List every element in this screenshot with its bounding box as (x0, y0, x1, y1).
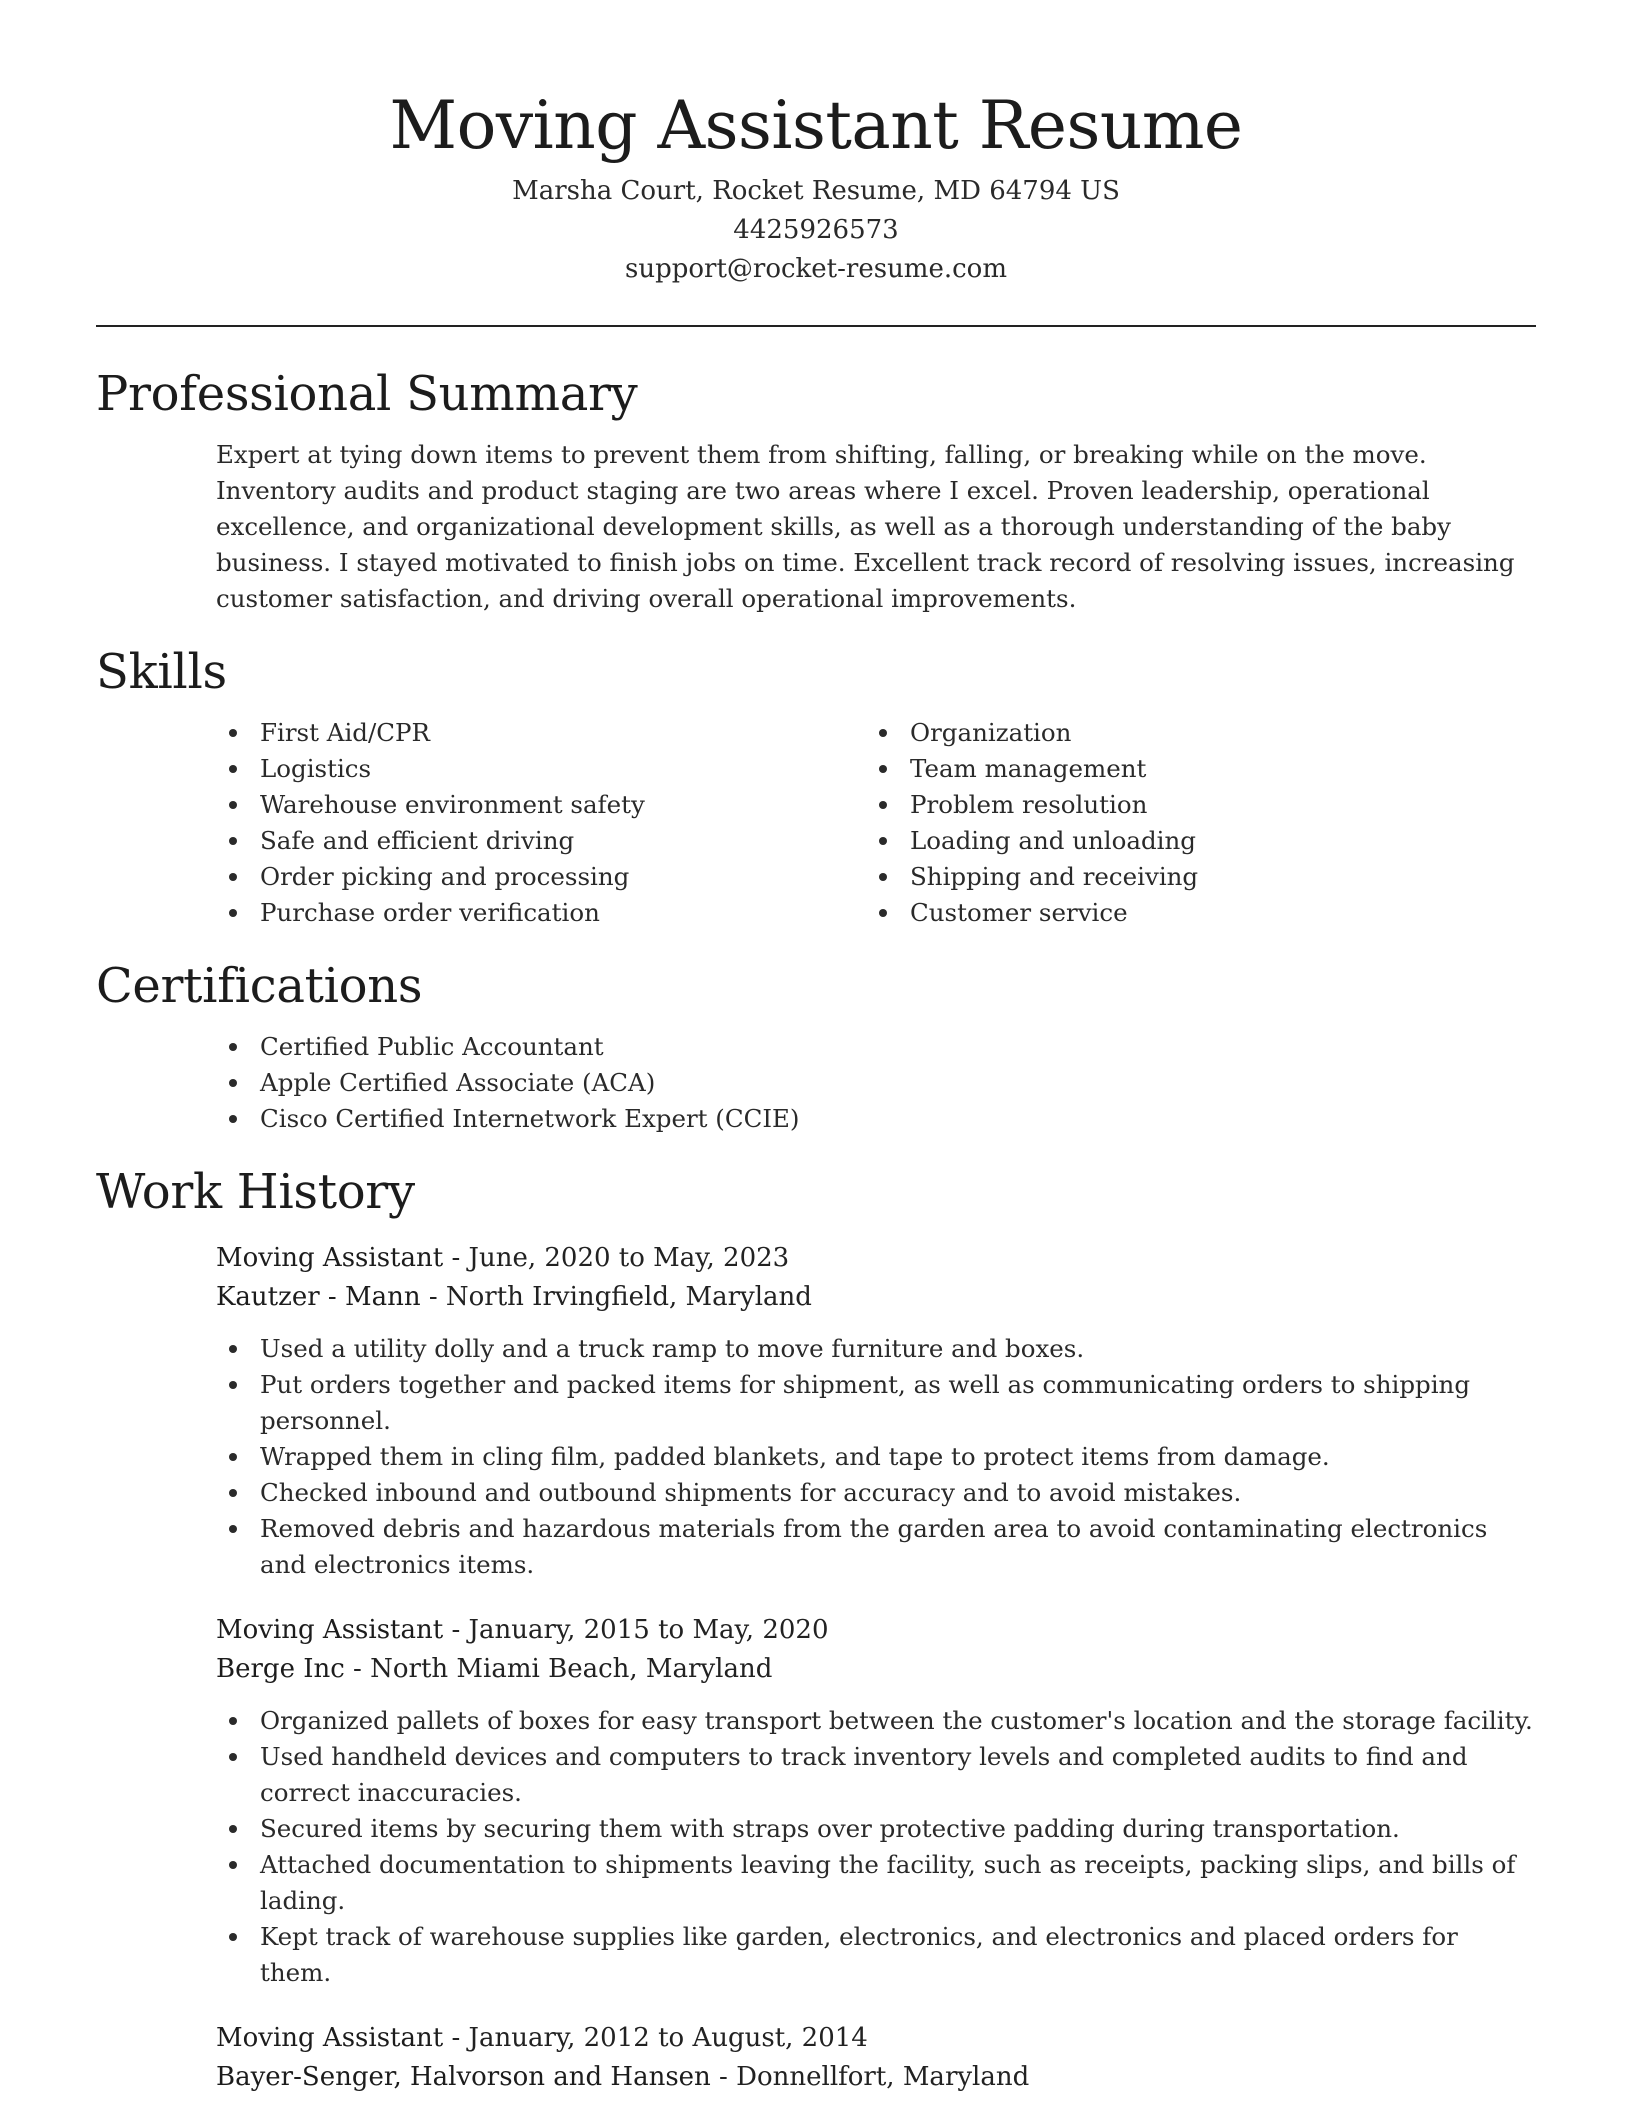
job-company-line: Kautzer - Mann - North Irvingfield, Maryland (216, 1282, 812, 1312)
contact-address: Marsha Court, Rocket Resume, MD 64794 US (512, 176, 1120, 206)
job-entry (216, 2019, 1536, 2097)
resume-title: Moving Assistant Resume (389, 87, 1243, 164)
skills-grid (216, 715, 1536, 931)
skill-item: Safe and efficient driving (216, 823, 866, 859)
job-title-line: Moving Assistant - January, 2012 to August, 2014 (216, 2023, 868, 2053)
job-duties (216, 1703, 1536, 1991)
skill-item: Loading and unloading (866, 823, 1516, 859)
skill-item: Customer service (866, 895, 1516, 931)
job-duty-item: Used a utility dolly and a truck ramp to move furniture and boxes. (216, 1331, 1536, 1367)
job-duty-item: Removed debris and hazardous materials from the garden area to avoid contaminating electronics and electronics items. (216, 1511, 1536, 1583)
job-company-line: Bayer-Senger, Halvorson and Hansen - Donnellfort, Maryland (216, 2062, 1030, 2092)
job-duty-item: Put orders together and packed items for shipment, as well as communicating orders to shipping personnel. (216, 1367, 1536, 1439)
job-entry (216, 1611, 1536, 1991)
summary-section (96, 363, 1536, 617)
job-duty-item: Checked inbound and outbound shipments for accuracy and to avoid mistakes. (216, 1475, 1536, 1511)
certifications-section (96, 955, 1536, 1137)
skill-item: First Aid/CPR (216, 715, 866, 751)
work-history-heading: Work History (96, 1164, 415, 1220)
skill-item: Problem resolution (866, 787, 1516, 823)
summary-heading: Professional Summary (96, 366, 638, 422)
skill-item: Order picking and processing (216, 859, 866, 895)
contact-phone: 4425926573 (733, 215, 899, 245)
job-company: Bayer-Senger, Halvorson and Hansen (216, 2062, 711, 2092)
certifications-heading: Certifications (96, 958, 423, 1014)
skill-item: Organization (866, 715, 1516, 751)
header-divider (96, 325, 1536, 327)
resume-header (96, 80, 1536, 289)
certification-item: Certified Public Accountant (216, 1029, 1536, 1065)
summary-text: Expert at tying down items to prevent them from shifting, falling, or breaking while on the move. Inventory audits and product staging are two areas where I excel. Proven leadership, operational excellence, and organizational development skills, as well as a thorough understanding of the baby business. I stayed motivated to finish jobs on time. Excellent track record of resolving issues, increasing customer satisfaction, and driving overall operational improvements. (216, 440, 1515, 613)
job-company: Berge Inc (216, 1654, 345, 1684)
job-title-line: Moving Assistant - January, 2015 to May, 2020 (216, 1615, 829, 1645)
certification-item: Apple Certified Associate (ACA) (216, 1065, 1536, 1101)
job-location: North Irvingfield, Maryland (445, 1282, 812, 1312)
job-location: Donnellfort, Maryland (736, 2062, 1030, 2092)
job-duty-item: Secured items by securing them with straps over protective padding during transportation. (216, 1811, 1536, 1847)
certifications-list (216, 1029, 1536, 1137)
skills-section (96, 641, 1536, 931)
job-duty-item: Organized pallets of boxes for easy transport between the customer's location and the storage facility. (216, 1703, 1536, 1739)
skills-list-left (216, 715, 866, 931)
skill-item: Purchase order verification (216, 895, 866, 931)
job-duty-item: Kept track of warehouse supplies like garden, electronics, and electronics and placed orders for them. (216, 1919, 1536, 1991)
job-duty-item: Wrapped them in cling film, padded blankets, and tape to protect items from damage. (216, 1439, 1536, 1475)
job-dates: January, 2012 to August, 2014 (468, 2023, 868, 2053)
job-dates: June, 2020 to May, 2023 (468, 1243, 790, 1273)
job-company-line: Berge Inc - North Miami Beach, Maryland (216, 1654, 773, 1684)
job-duty-item: Attached documentation to shipments leaving the facility, such as receipts, packing slips, and bills of lading. (216, 1847, 1536, 1919)
job-title-line: Moving Assistant - June, 2020 to May, 2023 (216, 1243, 790, 1273)
certification-item: Cisco Certified Internetwork Expert (CCIE) (216, 1101, 1536, 1137)
job-title: Moving Assistant (216, 1243, 444, 1273)
work-history-section (96, 1161, 1536, 2097)
job-location: North Miami Beach, Maryland (370, 1654, 773, 1684)
job-title: Moving Assistant (216, 2023, 444, 2053)
resume-page (96, 80, 1536, 2112)
job-company: Kautzer - Mann (216, 1282, 421, 1312)
job-duty-item: Used handheld devices and computers to track inventory levels and completed audits to find and correct inaccuracies. (216, 1739, 1536, 1811)
skills-list-right (866, 715, 1516, 931)
skill-item: Warehouse environment safety (216, 787, 866, 823)
job-entry (216, 1239, 1536, 1583)
job-title: Moving Assistant (216, 1615, 444, 1645)
skill-item: Team management (866, 751, 1516, 787)
skill-item: Shipping and receiving (866, 859, 1516, 895)
skills-heading: Skills (96, 644, 227, 700)
contact-email: support@rocket-resume.com (624, 254, 1007, 284)
skill-item: Logistics (216, 751, 866, 787)
job-dates: January, 2015 to May, 2020 (468, 1615, 829, 1645)
job-duties (216, 1331, 1536, 1583)
